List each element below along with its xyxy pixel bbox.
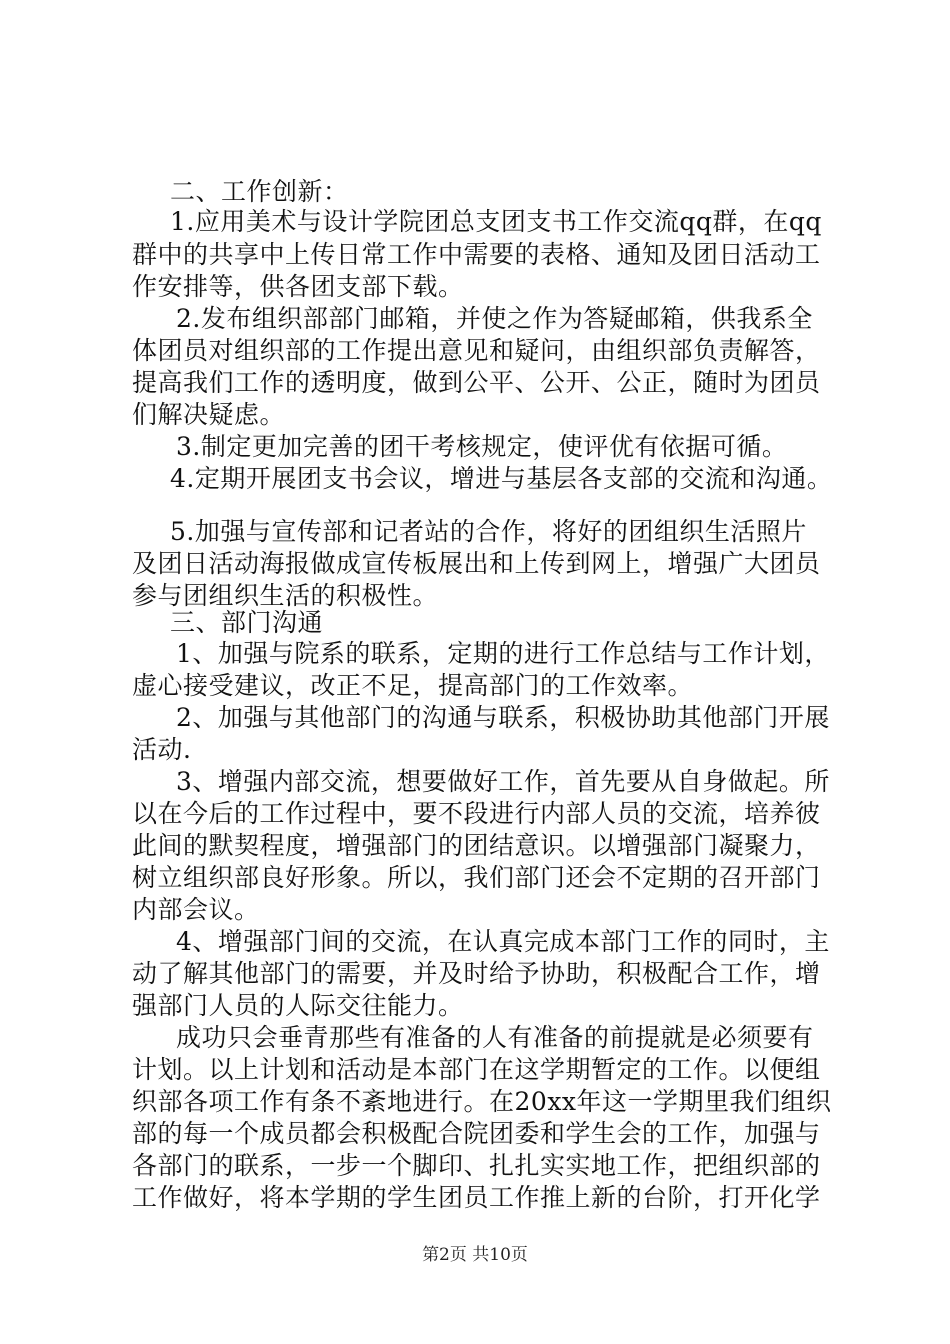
text-line: 1、加强与院系的联系，定期的进行工作总结与工作计划， [176,639,830,668]
text-line: 5.加强与宣传部和记者站的合作，将好的团组织生活照片 [170,517,807,546]
text-line: 3、增强内部交流，想要做好工作，首先要从自身做起。所 [176,767,830,796]
text-line: 活动. [132,735,192,764]
text-line: 以在今后的工作过程中，要不段进行内部人员的交流，培养彼 [132,799,821,828]
text-line: 部的每一个成员都会积极配合院团委和学生会的工作，加强与 [132,1119,821,1148]
section-heading-work-innovation: 二、工作创新： [170,177,349,206]
text-line: 计划。以上计划和活动是本部门在这学期暂定的工作。以便组 [132,1055,821,1084]
text-line: 4、增强部门间的交流，在认真完成本部门工作的同时，主 [176,927,830,956]
text-line: 虚心接受建议，改正不足，提高部门的工作效率。 [132,671,694,700]
text-line: 工作做好，将本学期的学生团员工作推上新的台阶，打开化学 [132,1183,821,1212]
text-line: 各部门的联系，一步一个脚印、扎扎实实地工作，把组织部的 [132,1151,821,1180]
text-line: 参与团组织生活的积极性。 [132,581,439,610]
text-line: 作安排等，供各团支部下载。 [132,272,464,301]
text-line: 2、加强与其他部门的沟通与联系，积极协助其他部门开展 [176,703,830,732]
text-line: 1.应用美术与设计学院团总支团支书工作交流qq群，在qq [170,207,822,236]
text-line: 织部各项工作有条不紊地进行。在20xx年这一学期里我们组织 [132,1087,832,1116]
text-line: 内部会议。 [132,895,260,924]
text-line: 体团员对组织部的工作提出意见和疑问，由组织部负责解答， [132,336,821,365]
text-line: 及团日活动海报做成宣传板展出和上传到网上，增强广大团员 [132,549,821,578]
text-line: 2.发布组织部部门邮箱，并使之作为答疑邮箱，供我系全 [176,304,813,333]
page-number-footer: 第2页 共10页 [422,1245,528,1265]
section-heading-dept-communication: 三、部门沟通 [170,608,324,637]
text-line: 此间的默契程度，增强部门的团结意识。以增强部门凝聚力， [132,831,821,860]
text-line: 4.定期开展团支书会议，增进与基层各支部的交流和沟通。 [170,464,833,493]
text-line: 动了解其他部门的需要，并及时给予协助，积极配合工作，增 [132,959,821,988]
text-line: 提高我们工作的透明度，做到公平、公开、公正，随时为团员 [132,368,821,397]
text-line: 成功只会垂青那些有准备的人有准备的前提就是必须要有 [176,1023,814,1052]
text-line: 群中的共享中上传日常工作中需要的表格、通知及团日活动工 [132,240,821,269]
text-line: 树立组织部良好形象。所以，我们部门还会不定期的召开部门 [132,863,821,892]
text-line: 强部门人员的人际交往能力。 [132,991,464,1020]
text-line: 们解决疑虑。 [132,400,286,429]
text-line: 3.制定更加完善的团干考核规定，使评优有依据可循。 [176,432,788,461]
